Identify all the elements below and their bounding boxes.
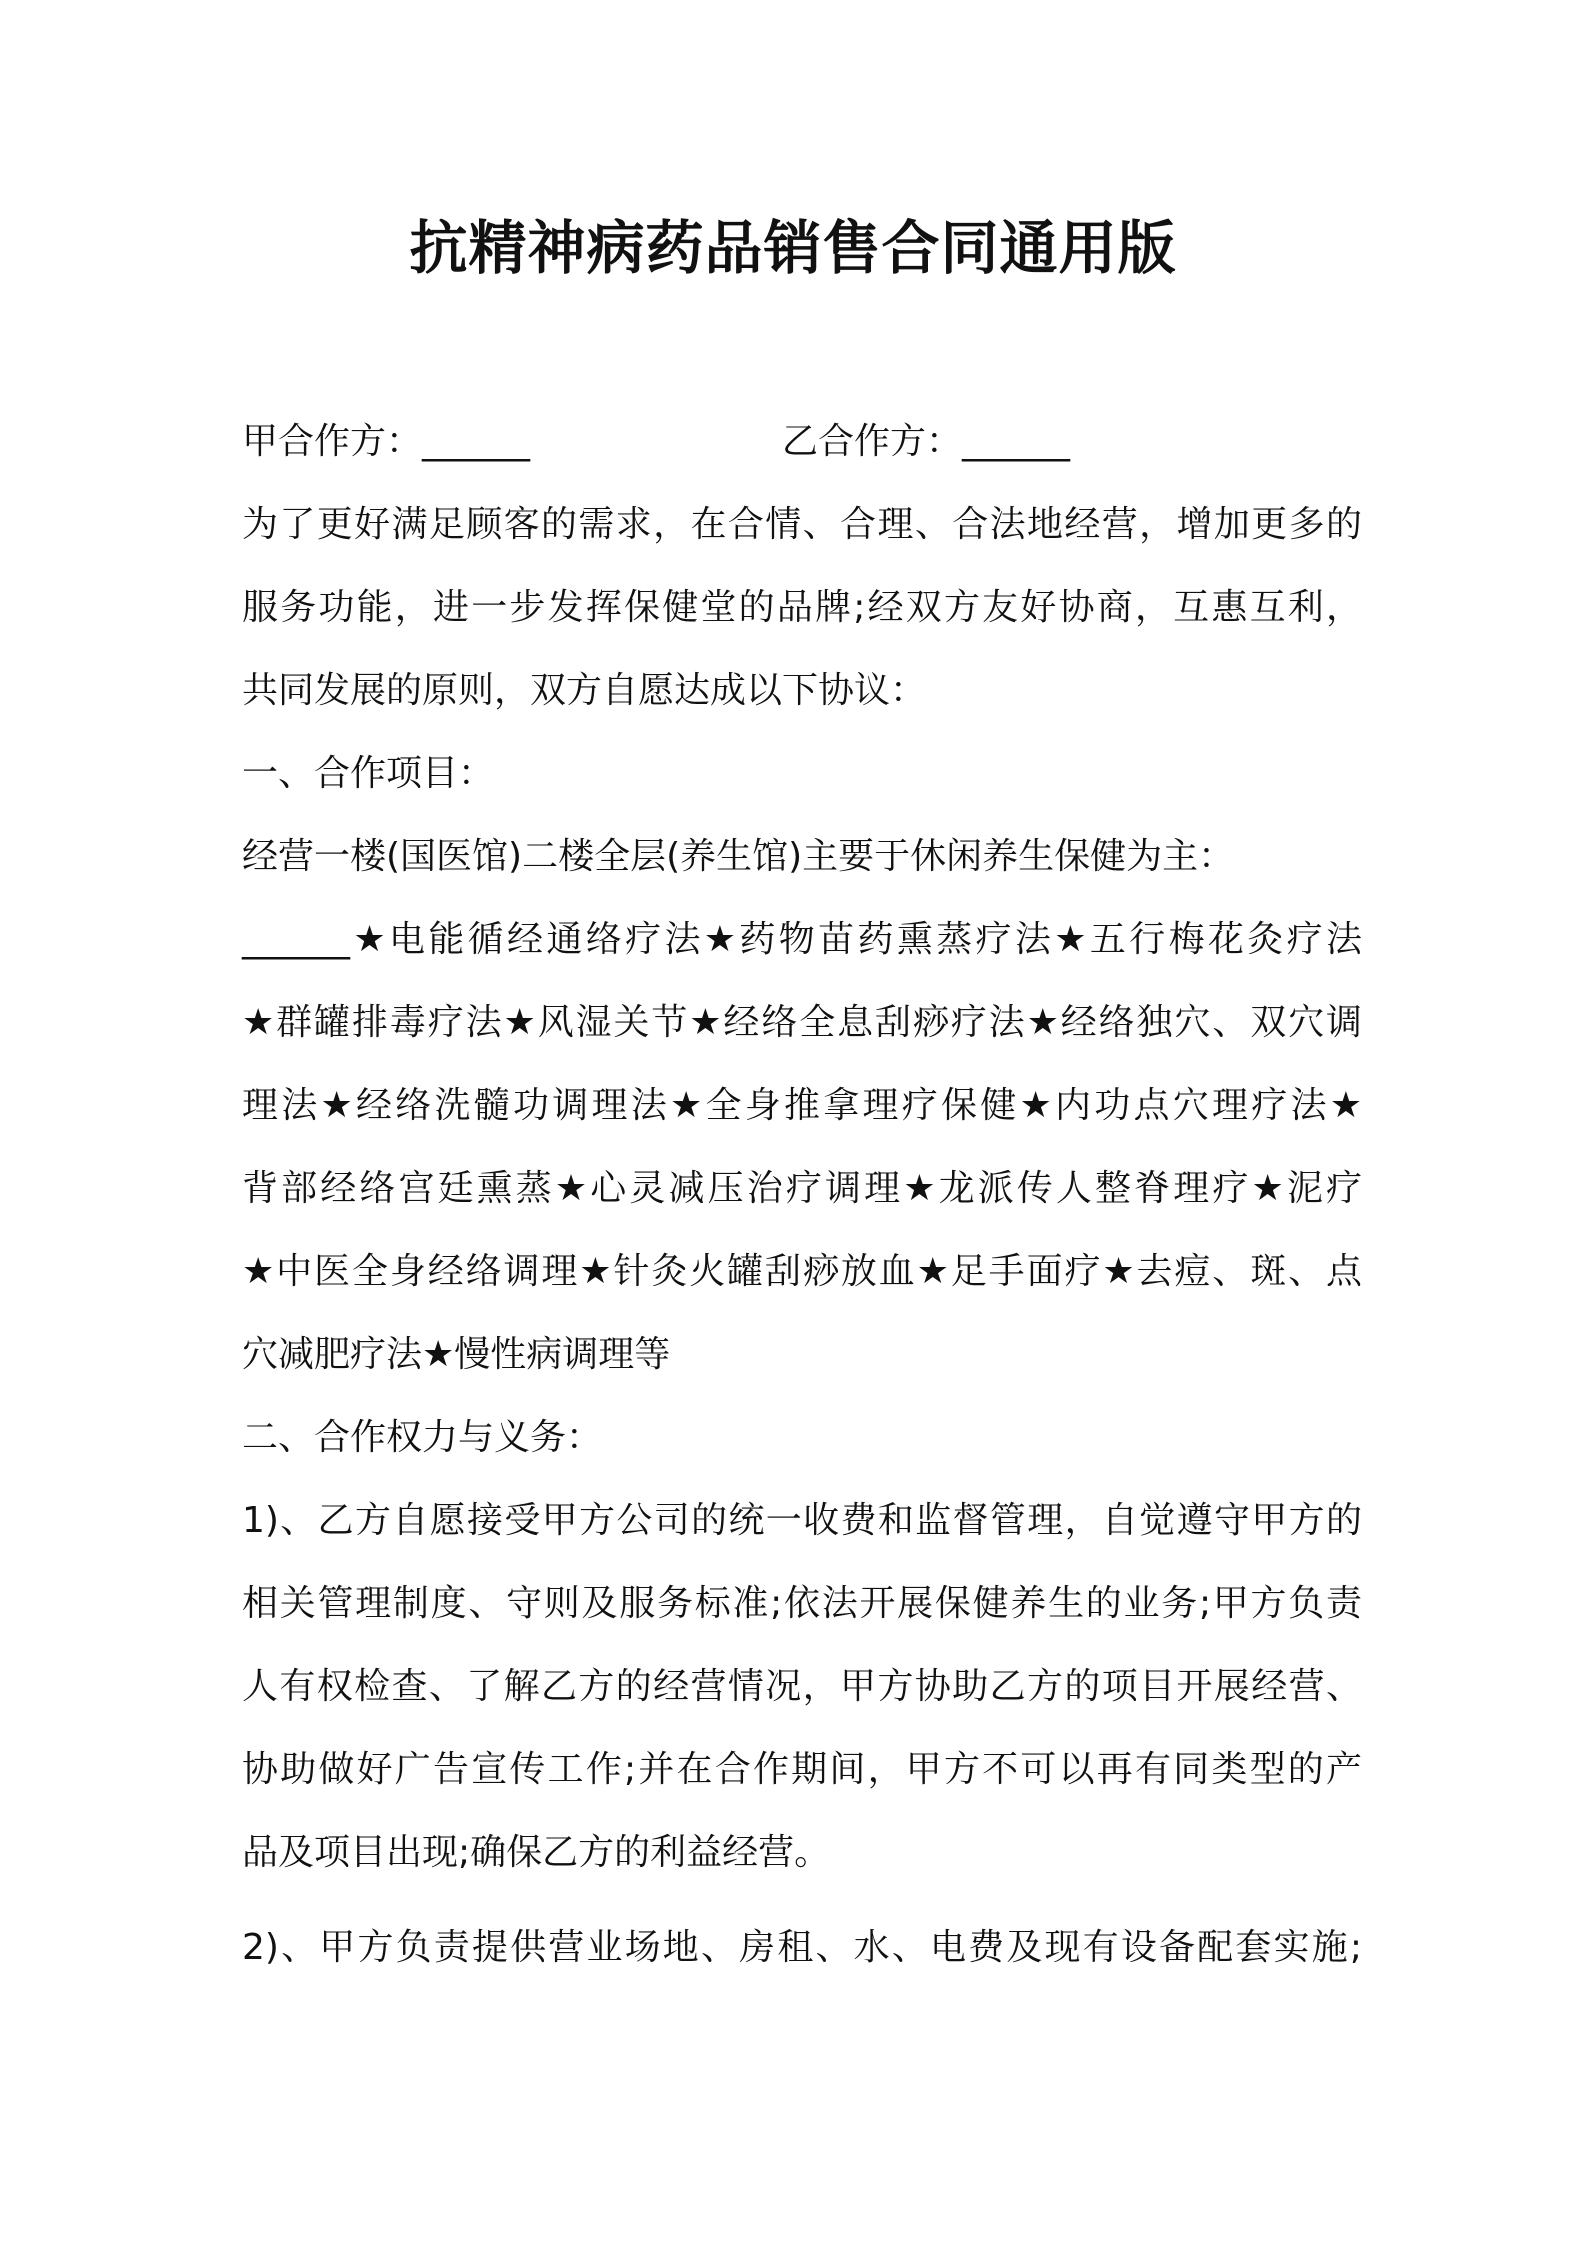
parties-row [242,400,1362,483]
section-1-line: 穴减肥疗法★慢性病调理等 [242,1334,671,1375]
section-1-line: 经营一楼(国医馆)二楼全层(养生馆)主要于休闲养生保健为主： [242,836,1235,877]
intro-line: 为了更好满足顾客的需求，在合情、合理、合法地经营，增加更多的 [242,504,1362,545]
section-1 [242,732,1362,1396]
party-a-field: 甲合作方：______ [242,421,531,462]
section-1-line: ★中医全身经络调理★针灸火罐刮痧放血★足手面疗★去痘、斑、点 [242,1251,1362,1292]
document-body [242,400,1362,1989]
item-2-line: 2)、甲方负责提供营业场地、房租、水、电费及现有设备配套实施; [242,1927,1362,1968]
section-1-line: 理法★经络洗髓功调理法★全身推拿理疗保健★内功点穴理疗法★ [242,1085,1362,1126]
section-1-line: ★群罐排毒疗法★风湿关节★经络全息刮痧疗法★经络独穴、双穴调 [242,1002,1362,1043]
document-title: 抗精神病药品销售合同通用版 [409,214,1177,282]
section-2 [242,1396,1362,1989]
intro-line: 共同发展的原则，双方自愿达成以下协议： [242,670,927,711]
item-1-line: 协助做好广告宣传工作;并在合作期间，甲方不可以再有同类型的产 [242,1749,1362,1790]
party-b-field: 乙合作方：______ [782,421,1071,462]
item-1-line: 品及项目出现;确保乙方的利益经营。 [242,1832,831,1873]
section-2-item-2 [242,1906,1362,1989]
section-1-line: ______★电能循经通络疗法★药物苗药熏蒸疗法★五行梅花灸疗法 [242,919,1362,960]
intro-line: 服务功能，进一步发挥保健堂的品牌;经双方友好协商，互惠互利， [242,587,1362,628]
section-1-line: 背部经络宫廷熏蒸★心灵减压治疗调理★龙派传人整脊理疗★泥疗 [242,1168,1362,1209]
item-1-line: 1)、乙方自愿接受甲方公司的统一收费和监督管理，自觉遵守甲方的 [242,1500,1362,1541]
item-1-line: 相关管理制度、守则及服务标准;依法开展保健养生的业务;甲方负责 [242,1583,1362,1624]
item-1-line: 人有权检查、了解乙方的经营情况，甲方协助乙方的项目开展经营、 [242,1666,1362,1707]
section-2-item-1 [242,1479,1362,1894]
section-1-heading: 一、合作项目： [242,753,495,794]
section-2-heading: 二、合作权力与义务： [242,1417,603,1458]
intro-paragraph [242,483,1362,732]
